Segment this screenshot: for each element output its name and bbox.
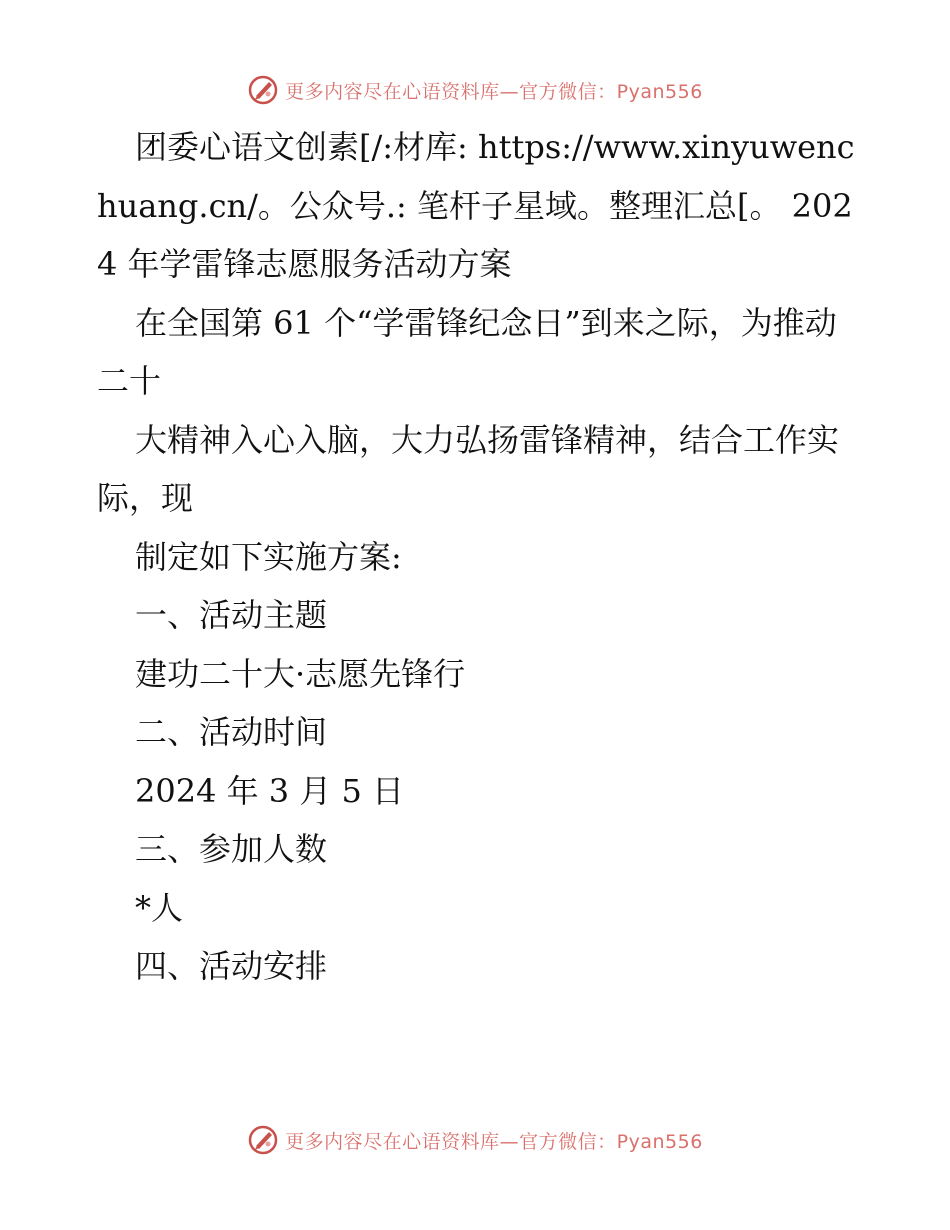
brush-logo-icon [247,1124,279,1156]
watermark-text: 更多内容尽在心语资料库—官方微信：Pyan556 [285,1130,703,1153]
paragraph: *人 [135,888,184,927]
section-heading: 四、活动安排 [135,947,328,985]
paragraph: 大精神入心入脑，大力弘扬雷锋精神，结合工作实际，现 [97,420,840,517]
document-body [97,118,857,996]
watermark-text: 更多内容尽在心语资料库—官方微信：Pyan556 [285,80,703,103]
watermark-header [0,70,950,110]
paragraph: 在全国第 61 个“学雷锋纪念日”到来之际，为推动二十 [97,303,837,400]
watermark-footer [0,1120,950,1160]
section-heading: 一、活动主题 [135,596,328,634]
paragraph: 建功二十大·志愿先锋行 [135,654,466,693]
paragraph: 制定如下实施方案: [135,537,402,576]
section-heading: 二、活动时间 [135,713,328,751]
paragraph: 2024 年 3 月 5 日 [135,771,405,810]
brush-logo-icon [247,74,279,106]
paragraph-intro: 团委心语文创素[/:材库: https://www.xinyuwenchuang.cn/。公众号.: 笔杆子星域。整理汇总[。 2024 年学雷锋志愿服务活动方案 [97,128,855,283]
section-heading: 三、参加人数 [135,830,328,868]
